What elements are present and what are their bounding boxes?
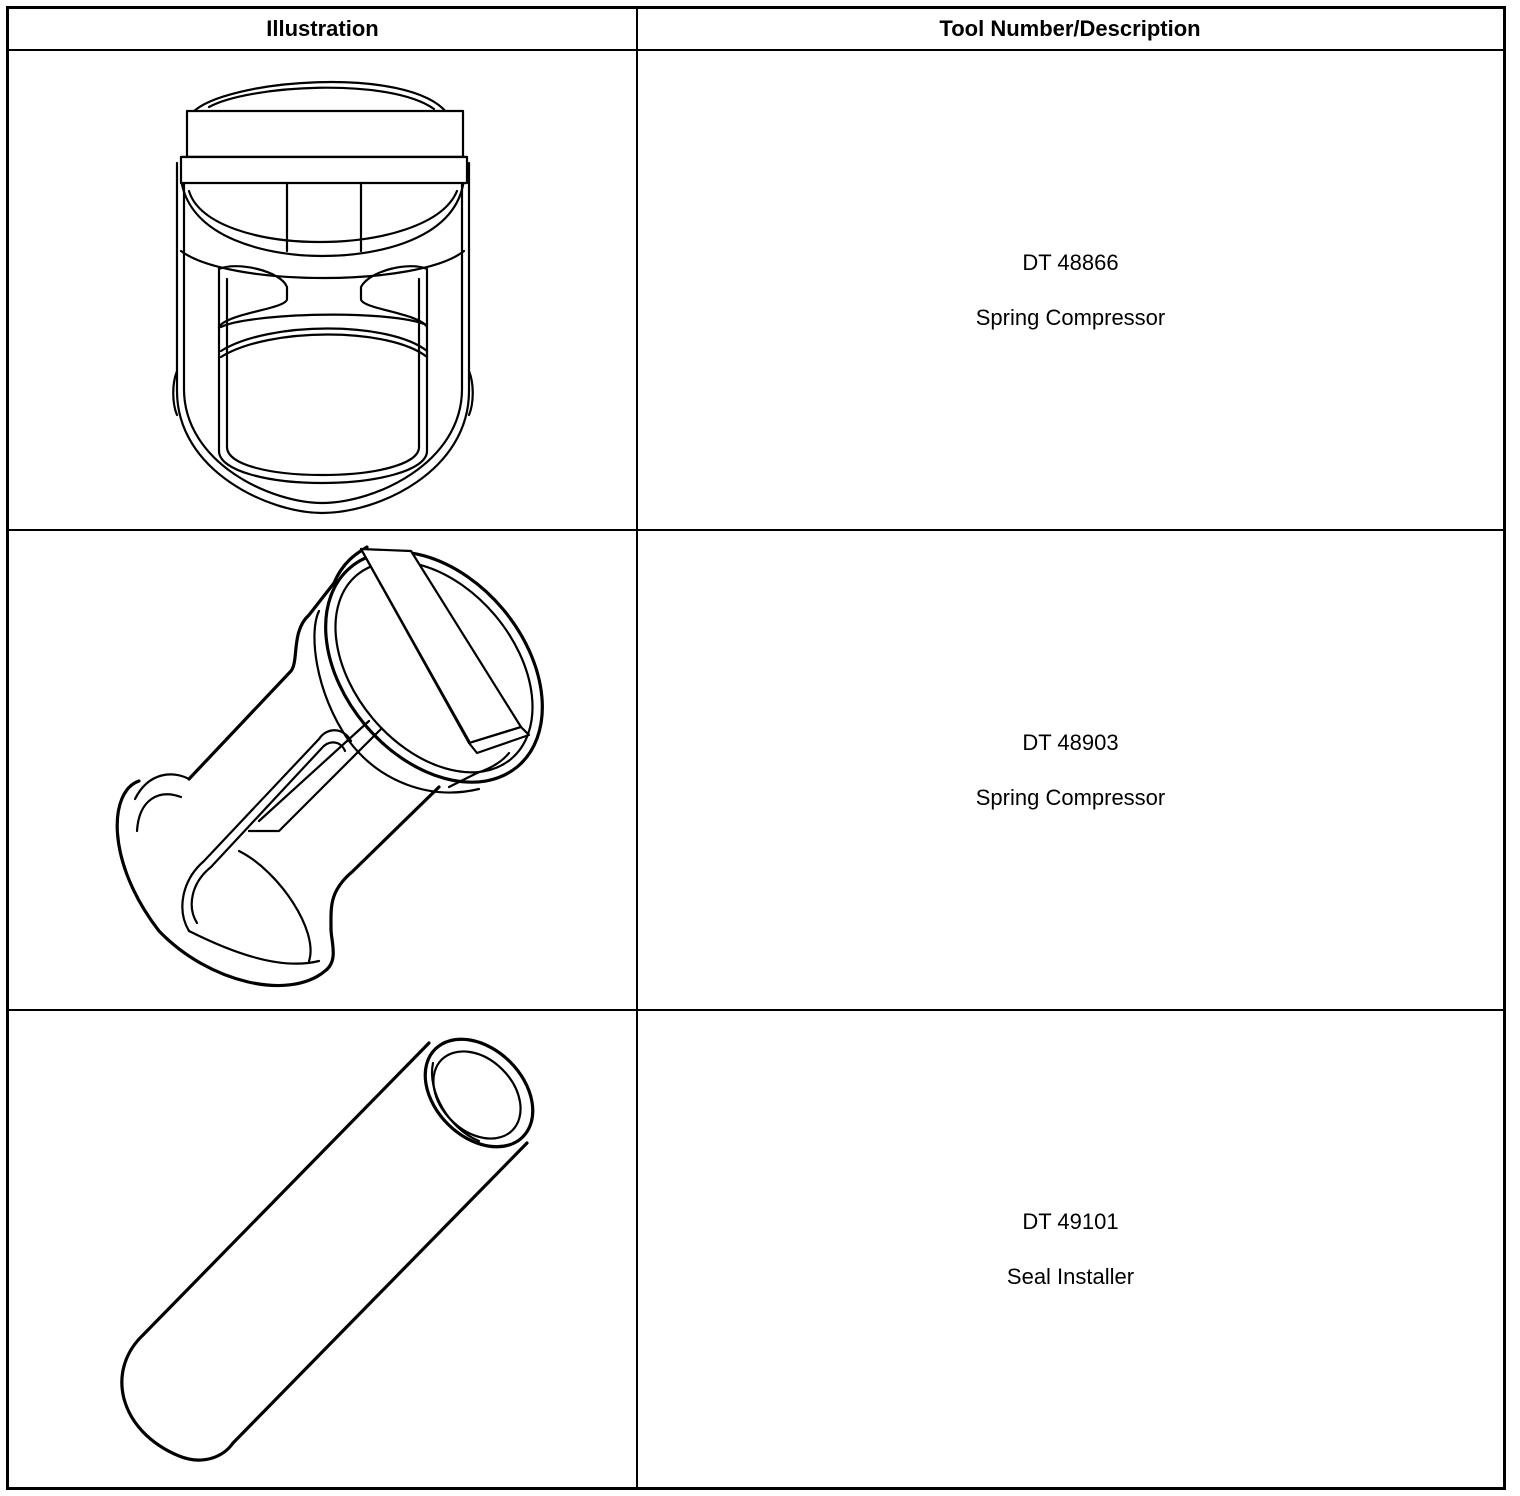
- tool-description: Spring Compressor: [975, 784, 1166, 810]
- table-header-row: [9, 9, 1503, 51]
- spring-compressor-angled-icon: [9, 531, 636, 1009]
- illustration-cell: [9, 51, 636, 529]
- illustration-cell: [9, 531, 636, 1009]
- tool-description: Spring Compressor: [975, 304, 1166, 330]
- table-row: [9, 51, 1503, 531]
- spring-compressor-cylinder-icon: [9, 51, 636, 529]
- seal-installer-rod-icon: [9, 1011, 636, 1489]
- illustration-cell: [9, 1011, 636, 1487]
- description-cell: [638, 51, 1503, 529]
- header-illustration: Illustration: [266, 16, 379, 41]
- tool-number: DT 49101: [1022, 1208, 1119, 1234]
- header-tool-number-description: Tool Number/Description: [939, 16, 1201, 41]
- tool-table: [6, 6, 1506, 1490]
- table-row: [9, 1011, 1503, 1487]
- tool-number: DT 48866: [1022, 249, 1119, 275]
- table-row: [9, 531, 1503, 1011]
- tool-number: DT 48903: [1022, 729, 1119, 755]
- description-cell: [638, 1011, 1503, 1487]
- tool-description: Seal Installer: [1006, 1263, 1135, 1289]
- description-cell: [638, 531, 1503, 1009]
